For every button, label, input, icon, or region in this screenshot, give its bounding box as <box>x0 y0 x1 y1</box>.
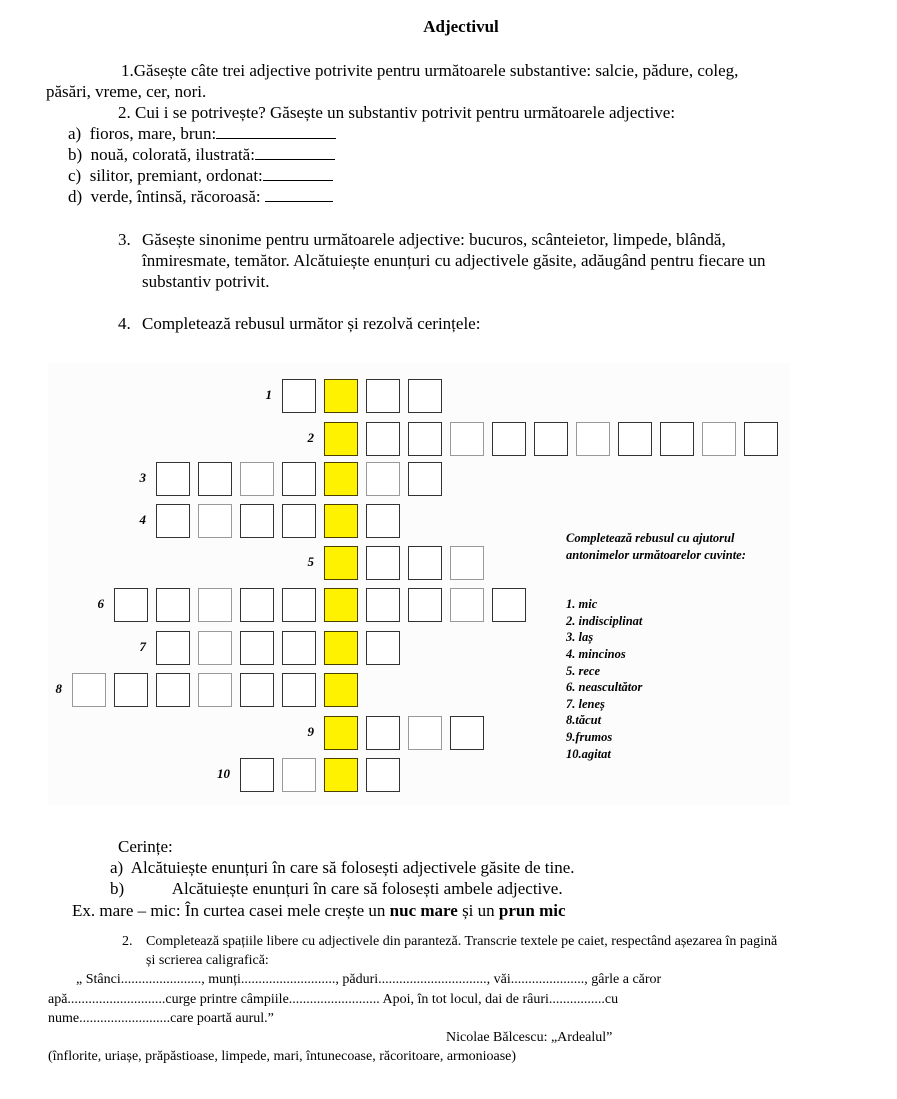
clue-item: 8.tăcut <box>566 713 602 728</box>
item-marker: a) <box>68 124 82 143</box>
crossword-cell[interactable] <box>492 588 526 622</box>
crossword-row-number: 6 <box>97 596 104 611</box>
crossword-cell[interactable] <box>366 758 400 792</box>
crossword-cell[interactable] <box>156 588 190 622</box>
requirement-a <box>110 857 575 878</box>
clue-item: 3. laș <box>566 630 594 645</box>
crossword-cell[interactable] <box>450 422 484 456</box>
requirement-text: Alcătuiește enunțuri în care să folosești ambele adjective. <box>171 879 563 898</box>
crossword-row-number: 2 <box>307 430 314 445</box>
example-prefix: Ex. mare – mic: În curtea casei mele crește un <box>72 901 390 920</box>
crossword-row-number: 8 <box>55 681 62 696</box>
clue-item: 1. mic <box>566 597 598 612</box>
crossword-cell[interactable] <box>156 631 190 665</box>
crossword-cell[interactable] <box>198 462 232 496</box>
crossword-cell[interactable] <box>366 631 400 665</box>
crossword-cell[interactable] <box>618 422 652 456</box>
crossword-cell[interactable] <box>366 546 400 580</box>
crossword-row-number: 1 <box>265 387 272 402</box>
crossword-cell[interactable] <box>366 462 400 496</box>
clue-item: 5. rece <box>566 663 601 678</box>
exercise-1-line-1: 1.Găsește câte trei adjective potrivite pentru următoarele substantive: salcie, pădure, coleg, <box>121 61 739 80</box>
exercise-2-item-b <box>68 144 335 165</box>
crossword-cell[interactable] <box>198 588 232 622</box>
clue-item: 9.frumos <box>566 729 613 744</box>
item-text: silitor, premiant, ordonat: <box>89 166 263 185</box>
exercise-5-line-2: și scrierea caligrafică: <box>146 953 269 968</box>
crossword-cell[interactable] <box>366 422 400 456</box>
crossword-key-cell[interactable] <box>324 379 358 413</box>
crossword-cell[interactable] <box>408 588 442 622</box>
crossword-cell[interactable] <box>744 422 778 456</box>
requirements-heading: Cerințe: <box>118 837 173 856</box>
fill-text-line-3: nume..........................care poartă aurul.” <box>48 1011 274 1026</box>
crossword-cell[interactable] <box>576 422 610 456</box>
exercise-5-number: 2. <box>122 934 133 949</box>
crossword-key-cell[interactable] <box>324 673 358 707</box>
crossword-cell[interactable] <box>366 379 400 413</box>
crossword-row-number: 5 <box>307 554 314 569</box>
crossword-cell[interactable] <box>282 758 316 792</box>
example-bold-2: prun mic <box>498 901 566 920</box>
crossword-row-number: 3 <box>139 470 146 485</box>
crossword-cell[interactable] <box>366 588 400 622</box>
crossword-key-cell[interactable] <box>324 631 358 665</box>
crossword-key-cell[interactable] <box>324 504 358 538</box>
exercise-5-line-1: Completează spațiile libere cu adjectivele din paranteză. Transcrie textele pe caiet, respectând așezarea în pagină <box>146 934 778 949</box>
exercise-2-item-c <box>68 165 333 186</box>
crossword-cell[interactable] <box>534 422 568 456</box>
crossword-cell[interactable] <box>198 504 232 538</box>
example-mid: și un <box>457 901 499 920</box>
exercise-3-line-1: Găsește sinonime pentru următoarele adjective: bucuros, scânteietor, limpede, blândă, <box>142 230 726 249</box>
crossword-cell[interactable] <box>492 422 526 456</box>
requirement-text: Alcătuiește enunțuri în care să folosești adjectivele găsite de tine. <box>130 858 575 877</box>
page-title: Adjectivul <box>423 17 499 36</box>
item-text: fioros, mare, brun: <box>89 124 217 143</box>
crossword-row-number: 9 <box>307 724 314 739</box>
requirement-b <box>110 878 563 899</box>
requirement-marker: a) <box>110 858 124 877</box>
crossword-key-cell[interactable] <box>324 422 358 456</box>
clues-instructions-line-2: antonimelor următoarelor cuvinte: <box>566 547 746 562</box>
crossword-cell[interactable] <box>198 631 232 665</box>
crossword-cell[interactable] <box>408 422 442 456</box>
crossword-row-number: 4 <box>139 512 146 527</box>
clues-instructions <box>566 530 746 563</box>
item-marker: b) <box>68 145 83 164</box>
crossword-key-cell[interactable] <box>324 716 358 750</box>
crossword-cell[interactable] <box>282 379 316 413</box>
crossword-cell[interactable] <box>450 588 484 622</box>
answer-blank[interactable] <box>216 124 336 139</box>
exercise-2-heading: 2. Cui i se potrivește? Găsește un substantiv potrivit pentru următoarele adjective: <box>118 103 676 122</box>
item-marker: c) <box>68 166 82 185</box>
clue-item: 7. leneș <box>566 696 605 711</box>
fill-text-line-2: apă............................curge printre câmpiile.......................... Apoi, în tot locul, dai de râuri................cu <box>48 992 619 1007</box>
crossword-row-number: 7 <box>139 639 146 654</box>
exercise-3-line-2: înmiresmate, temător. Alcătuiește enunțuri cu adjectivele găsite, adăugând pentru fiecare un <box>142 251 766 270</box>
exercise-2-item-d <box>68 186 333 207</box>
crossword-cell[interactable] <box>156 673 190 707</box>
crossword-cell[interactable] <box>702 422 736 456</box>
item-text: verde, întinsă, răcoroasă: <box>90 187 265 206</box>
crossword-cell[interactable] <box>240 504 274 538</box>
crossword-cell[interactable] <box>660 422 694 456</box>
crossword-key-cell[interactable] <box>324 758 358 792</box>
crossword-cell[interactable] <box>240 673 274 707</box>
fill-text-line-1: „ Stânci......................., munți..........................., păduri..............................., văi....................., gârle a căror <box>76 972 662 987</box>
crossword-cell[interactable] <box>282 673 316 707</box>
exercise-4-number: 4. <box>118 314 131 333</box>
crossword-cell[interactable] <box>408 462 442 496</box>
crossword-cell[interactable] <box>240 588 274 622</box>
crossword-key-cell[interactable] <box>324 546 358 580</box>
answer-blank[interactable] <box>255 145 335 160</box>
clue-item: 4. mincinos <box>566 646 626 661</box>
crossword-cell[interactable] <box>450 716 484 750</box>
clue-item: 6. neascultător <box>566 680 643 695</box>
crossword-cell[interactable] <box>366 716 400 750</box>
item-text: nouă, colorată, ilustrată: <box>90 145 255 164</box>
crossword-cell[interactable] <box>408 716 442 750</box>
crossword-cell[interactable] <box>282 504 316 538</box>
crossword-cell[interactable] <box>408 379 442 413</box>
crossword-cell[interactable] <box>114 673 148 707</box>
quote-author: Nicolae Bălcescu: „Ardealul” <box>446 1030 613 1045</box>
crossword-cell[interactable] <box>282 462 316 496</box>
clue-item: 10.agitat <box>566 746 611 761</box>
crossword-row-number: 10 <box>217 766 230 781</box>
answer-blank[interactable] <box>265 187 333 202</box>
adjective-options: (înflorite, uriașe, prăpăstioase, limpede, mari, întunecoase, răcoritoare, armonioase) <box>48 1049 517 1064</box>
answer-blank[interactable] <box>263 166 333 181</box>
exercise-4-text: Completează rebusul următor și rezolvă cerințele: <box>142 314 481 333</box>
requirement-marker: b) <box>110 879 125 898</box>
crossword-clues <box>566 530 746 762</box>
exercise-3-line-3: substantiv potrivit. <box>142 272 270 291</box>
crossword-cell[interactable] <box>366 504 400 538</box>
exercise-1-line-2: păsări, vreme, cer, nori. <box>46 82 207 101</box>
crossword-key-cell[interactable] <box>324 588 358 622</box>
item-marker: d) <box>68 187 83 206</box>
example-sentence <box>72 900 566 921</box>
crossword-cell[interactable] <box>240 462 274 496</box>
clues-instructions-line-1: Completează rebusul cu ajutorul <box>566 531 735 545</box>
crossword-cell[interactable] <box>156 462 190 496</box>
clue-item: 2. indisciplinat <box>566 613 643 628</box>
crossword-cell[interactable] <box>114 588 148 622</box>
crossword-cell[interactable] <box>156 504 190 538</box>
exercise-2-item-a <box>68 123 336 144</box>
crossword-cell[interactable] <box>282 588 316 622</box>
crossword-cell[interactable] <box>282 631 316 665</box>
crossword-cell[interactable] <box>408 546 442 580</box>
example-bold-1: nuc mare <box>389 901 458 920</box>
crossword-cell[interactable] <box>450 546 484 580</box>
crossword-cell[interactable] <box>72 673 106 707</box>
exercise-3-number: 3. <box>118 230 131 249</box>
crossword-cell[interactable] <box>240 758 274 792</box>
crossword-key-cell[interactable] <box>324 462 358 496</box>
crossword-cell[interactable] <box>240 631 274 665</box>
crossword-cell[interactable] <box>198 673 232 707</box>
